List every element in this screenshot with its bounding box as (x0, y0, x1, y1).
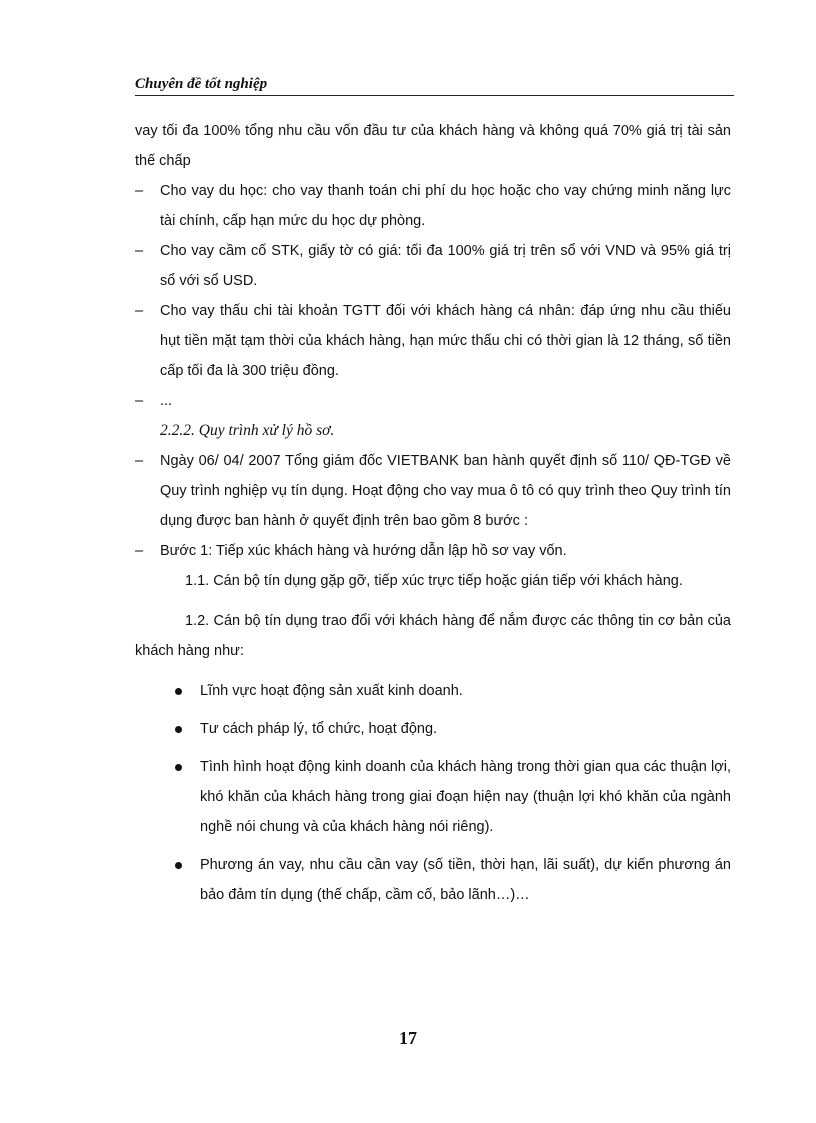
dash-marker: – (135, 183, 144, 199)
list-item-text: Cho vay cầm cố STK, giấy tờ có giá: tối đa 100% giá trị trên sổ với VND và 95% giá trị sổ với sổ USD. (160, 243, 731, 289)
dash-marker: – (135, 453, 144, 469)
bullet-item: Tình hình hoạt động kinh doanh của khách hàng trong thời gian qua các thuận lợi, khó khăn của khách hàng trong giai đoạn hiện nay (thuận lợi khó khăn của ngành nghề nói chung và của khách hàng nói riêng). (135, 752, 731, 842)
dash-marker: – (135, 303, 144, 319)
list-item-ellipsis (135, 386, 731, 416)
bullet-item: Lĩnh vực hoạt động sản xuất kinh doanh. (135, 676, 731, 706)
dash-marker: – (135, 393, 144, 409)
list-item-pledge-loan (135, 236, 731, 296)
list-item-text: Cho vay du học: cho vay thanh toán chi phí du học hoặc cho vay chứng minh năng lực tài chính, cấp hạn mức du học dự phòng. (160, 183, 731, 229)
bullet-item: Phương án vay, nhu cầu cần vay (số tiền, thời hạn, lãi suất), dự kiến phương án bảo đảm tín dụng (thế chấp, cầm cố, bảo lãnh…)… (135, 850, 731, 910)
dash-marker: – (135, 543, 144, 559)
section-heading: 2.2.2. Quy trình xử lý hồ sơ. (160, 422, 335, 439)
substep-1-2: 1.2. Cán bộ tín dụng trao đổi với khách hàng để nắm được các thông tin cơ bản của khách hàng như: (135, 613, 731, 659)
dash-marker: – (135, 243, 144, 259)
substep-1-1: 1.1. Cán bộ tín dụng gặp gỡ, tiếp xúc trực tiếp hoặc gián tiếp với khách hàng. (185, 573, 683, 589)
bullet-item: Tư cách pháp lý, tổ chức, hoạt động. (135, 714, 731, 744)
list-item-text: Bước 1: Tiếp xúc khách hàng và hướng dẫn lập hồ sơ vay vốn. (160, 543, 567, 559)
bullet-dot-icon (175, 862, 182, 869)
list-item-step-1 (135, 536, 731, 566)
list-item-text: Ngày 06/ 04/ 2007 Tổng giám đốc VIETBANK ban hành quyết định số 110/ QĐ-TGĐ về Quy trình nghiệp vụ tín dụng. Hoạt động cho vay mua ô tô có quy trình theo Quy trình tín dụng được ban hành ở quyết định trên bao gồm 8 bước : (160, 453, 731, 529)
bullet-dot-icon (175, 764, 182, 771)
list-item-text: Cho vay thấu chi tài khoản TGTT đối với khách hàng cá nhân: đáp ứng nhu cầu thiếu hụt tiền mặt tạm thời của khách hàng, hạn mức thấu chi có thời gian là 12 tháng, số tiền cấp tối đa là 300 triệu đồng. (160, 303, 731, 379)
bullet-dot-icon (175, 726, 182, 733)
document-body (135, 116, 731, 918)
list-item-text: ... (160, 393, 173, 409)
paragraph-continuation: vay tối đa 100% tổng nhu cầu vốn đầu tư của khách hàng và không quá 70% giá trị tài sản thế chấp (135, 123, 731, 169)
list-item-decision (135, 446, 731, 536)
bullet-list (135, 676, 731, 910)
bullet-dot-icon (175, 688, 182, 695)
page-number: 17 (399, 1028, 417, 1048)
list-item-overdraft-loan (135, 296, 731, 386)
list-item-study-abroad-loan (135, 176, 731, 236)
page-header: Chuyên đề tốt nghiệp (135, 76, 734, 96)
